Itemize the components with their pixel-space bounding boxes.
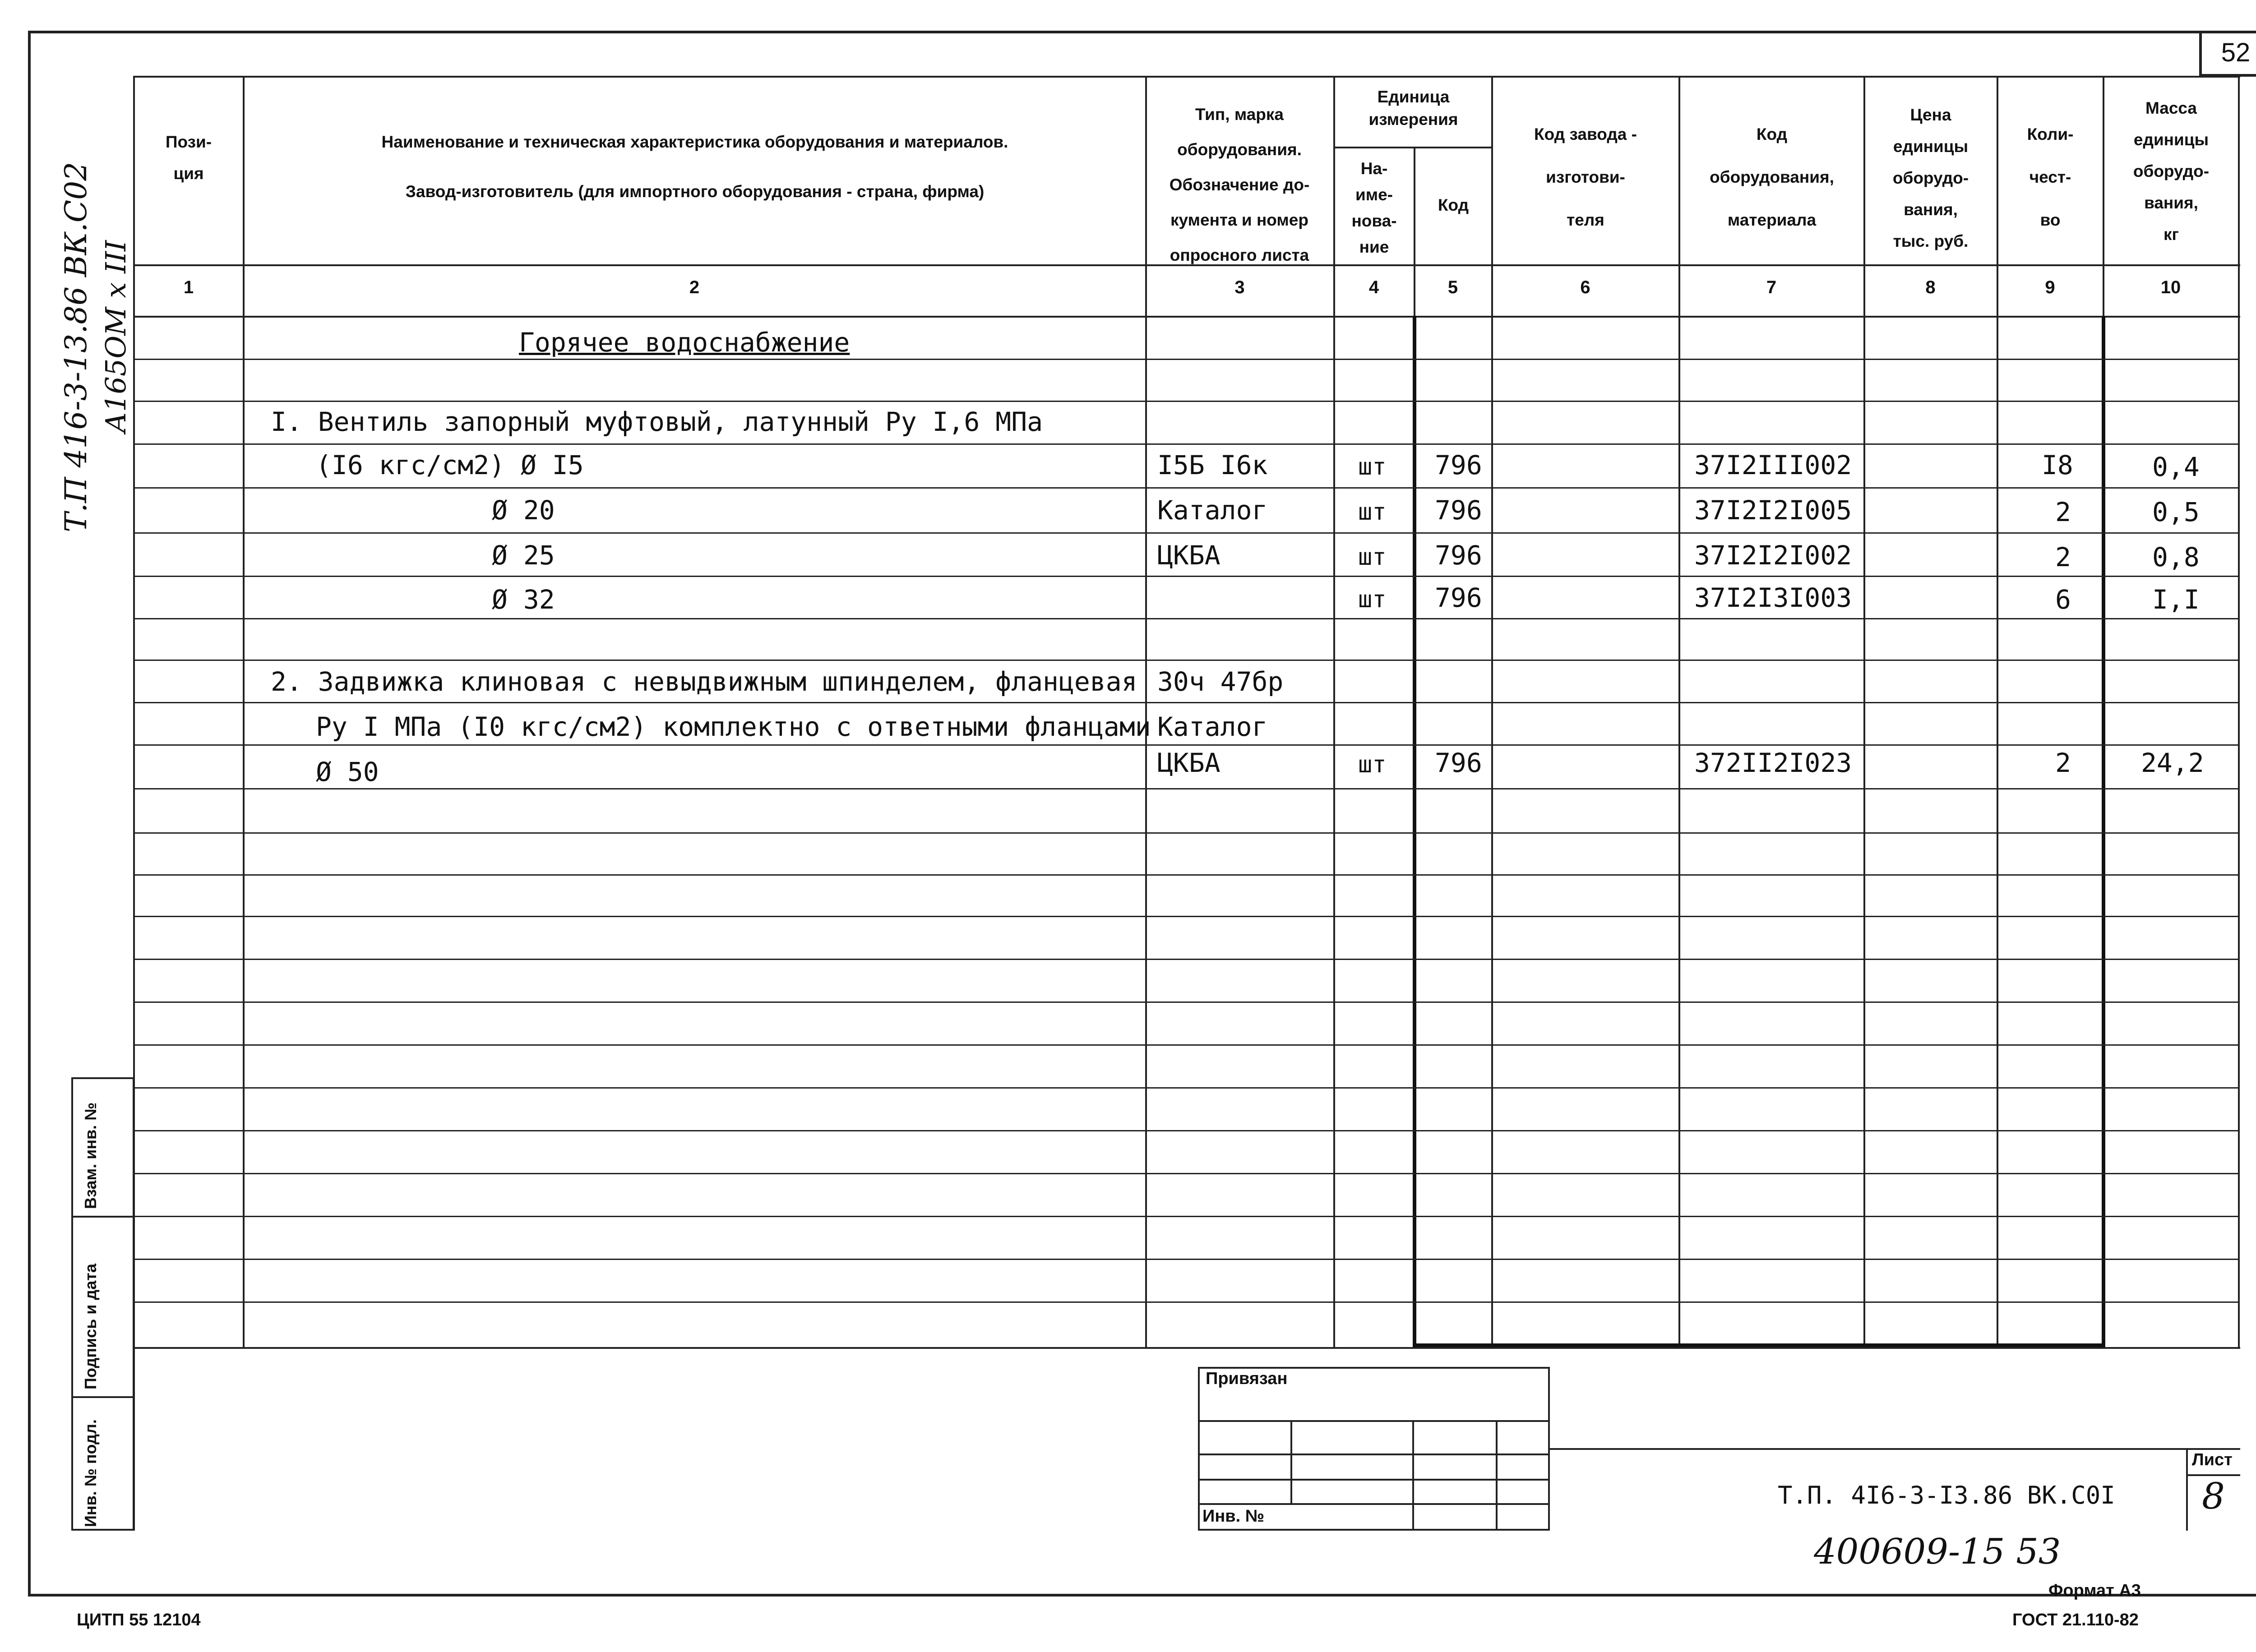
- row-line: [134, 744, 2239, 746]
- left-margin-box: [71, 1077, 134, 1531]
- col-line-1: [243, 76, 245, 1347]
- row-8-mass: 24,2: [2141, 748, 2204, 778]
- row-line: [134, 874, 2239, 876]
- row-line: [134, 1130, 2239, 1131]
- colnum-8: 8: [1925, 277, 1936, 297]
- row-line: [134, 576, 2239, 577]
- colnum-7: 7: [1766, 277, 1777, 297]
- row-5-unit: шт: [1358, 586, 1387, 613]
- row-3-code: 796: [1435, 495, 1482, 526]
- colnum-1: 1: [183, 277, 194, 297]
- col-line-8: [1997, 76, 1998, 1347]
- side-stamp: Т.П 416-3-13.86 ВК.С02: [59, 162, 93, 532]
- row-8-code: 796: [1435, 748, 1482, 778]
- colnum-2: 2: [689, 277, 700, 297]
- row-line: [134, 487, 2239, 489]
- header-c4: На- име- нова- ние: [1351, 159, 1397, 256]
- row-4-name: Ø 25: [492, 540, 555, 571]
- header-c9: Коли- чест- во: [2027, 125, 2074, 229]
- colnum-3: 3: [1234, 277, 1245, 297]
- inv-podl-label: Инв. № подл.: [81, 1419, 100, 1527]
- handwritten-number: 400609-15 53: [1814, 1532, 2061, 1572]
- row-3-equip: 37I2I2I005: [1694, 495, 1852, 526]
- row-line: [134, 832, 2239, 834]
- row-line: [134, 788, 2239, 789]
- table-top-line: [133, 76, 2240, 78]
- row-line: [134, 1216, 2239, 1217]
- list-vline: [2186, 1448, 2188, 1531]
- row-2-type: I5Б I6к: [1157, 450, 1268, 480]
- row-6-name: 2. Задвижка клиновая с невыдвижным шпинделем, фланцевая: [271, 666, 1137, 697]
- row-line: [134, 1259, 2239, 1260]
- page-number: 52: [2199, 31, 2256, 77]
- thick-right: [2102, 316, 2105, 1346]
- row-line: [134, 660, 2239, 661]
- header-c5: Код: [1438, 196, 1469, 214]
- row-5-name: Ø 32: [492, 584, 555, 615]
- doc-code: Т.П. 4I6-3-I3.86 ВК.С0I: [1778, 1481, 2115, 1509]
- row-6-type: 30ч 47бр: [1157, 666, 1284, 697]
- row-4-code: 796: [1435, 540, 1482, 571]
- priv-vline-3: [1496, 1420, 1498, 1531]
- col-line-5: [1491, 76, 1493, 1347]
- colnum-6: 6: [1580, 277, 1590, 297]
- colnum-bottom-line: [133, 316, 2240, 318]
- row-2-qty: I8: [2042, 450, 2073, 480]
- list-number: 8: [2202, 1475, 2225, 1517]
- row-8-type: ЦКБА: [1157, 748, 1220, 778]
- unit-split-line: [1333, 147, 1491, 148]
- row-line: [134, 1301, 2239, 1303]
- format-label: Формат А3: [2048, 1581, 2141, 1600]
- row-2-mass: 0,4: [2152, 452, 2200, 482]
- stamp-top-line: [133, 1347, 2240, 1349]
- row-7-name: Ру I МПа (I0 кгс/см2) комплектно с ответными фланцами: [316, 711, 1151, 742]
- row-line: [134, 532, 2239, 534]
- row-line: [134, 916, 2239, 917]
- row-4-mass: 0,8: [2152, 542, 2200, 572]
- row-5-qty: 6: [2055, 584, 2071, 615]
- row-line: [134, 702, 2239, 703]
- inv-no-label: Инв. №: [1202, 1507, 1265, 1526]
- header-c6: Код завода - изготови- теля: [1534, 125, 1637, 229]
- row-3-unit: шт: [1358, 498, 1387, 526]
- row-2-code: 796: [1435, 450, 1482, 480]
- row-3-name: Ø 20: [492, 495, 555, 526]
- row-3-qty: 2: [2055, 497, 2071, 527]
- podpis-label: Подпись и дата: [81, 1264, 100, 1389]
- list-label: Лист: [2192, 1450, 2233, 1469]
- row-line: [134, 1087, 2239, 1089]
- row-8-qty: 2: [2055, 748, 2071, 778]
- left-margin-split-1: [71, 1216, 134, 1218]
- row-5-code: 796: [1435, 582, 1482, 613]
- col-line-7: [1863, 76, 1865, 1347]
- colnum-4: 4: [1368, 277, 1379, 297]
- colnum-9: 9: [2045, 277, 2055, 297]
- row-1-name: I. Вентиль запорный муфтовый, латунный Ру I,6 МПа: [271, 406, 1043, 437]
- row-7-type: Каталог: [1157, 711, 1268, 742]
- row-line: [134, 959, 2239, 960]
- row-line: [134, 618, 2239, 619]
- thick-bottom: [1413, 1343, 2105, 1347]
- header-c7: Код оборудования, материала: [1710, 125, 1834, 229]
- row-line: [134, 1044, 2239, 1046]
- row-2-equip: 37I2III002: [1694, 450, 1852, 480]
- col-line-6: [1678, 76, 1680, 1347]
- left-margin-split-2: [71, 1396, 134, 1398]
- header-c10: Масса единицы оборудо- вания, кг: [2133, 99, 2210, 244]
- row-line: [134, 1001, 2239, 1003]
- row-4-equip: 37I2I2I002: [1694, 540, 1852, 571]
- section-title: Горячее водоснабжение: [519, 327, 850, 358]
- row-2-unit: шт: [1358, 453, 1387, 480]
- row-8-name: Ø 50: [316, 757, 379, 787]
- header-unit: Единица измерения: [1368, 88, 1458, 129]
- row-line: [134, 1173, 2239, 1174]
- row-4-type: ЦКБА: [1157, 540, 1220, 571]
- row-3-mass: 0,5: [2152, 497, 2200, 527]
- header-c3: Тип, марка оборудования. Обозначение до- кумента и номер опросного листа: [1169, 105, 1310, 264]
- citp-label: ЦИТП 55 12104: [77, 1610, 201, 1629]
- doc-code-top-line: [1550, 1448, 2240, 1450]
- priv-vline-1: [1290, 1420, 1292, 1503]
- row-4-qty: 2: [2055, 542, 2071, 572]
- col-line-10: [2238, 76, 2240, 1347]
- header-c1: Пози- ция: [165, 133, 212, 183]
- row-line: [134, 359, 2239, 360]
- gost-label: ГОСТ 21.110-82: [2012, 1610, 2139, 1629]
- thick-left: [1413, 316, 1416, 1346]
- vzam-label: Взам. инв. №: [81, 1102, 100, 1209]
- row-3-type: Каталог: [1157, 495, 1268, 526]
- header-c8: Цена единицы оборудо- вания, тыс. руб.: [1892, 106, 1969, 250]
- colnum-5: 5: [1447, 277, 1458, 297]
- col-line-3: [1333, 76, 1335, 1347]
- row-5-mass: I,I: [2152, 584, 2200, 615]
- row-8-unit: шт: [1358, 751, 1387, 778]
- row-8-equip: 372II2I023: [1694, 748, 1852, 778]
- priv-vline-2: [1412, 1420, 1414, 1531]
- colnum-10: 10: [2160, 277, 2181, 297]
- row-4-unit: шт: [1358, 544, 1387, 571]
- row-5-equip: 37I2I3I003: [1694, 582, 1852, 613]
- row-2-name: (I6 кгс/см2) Ø I5: [316, 450, 584, 480]
- row-line: [134, 443, 2239, 445]
- privyazan-label: Привязан: [1206, 1369, 1288, 1388]
- row-line: [134, 401, 2239, 402]
- side-stamp-2: А165ОМ х III: [99, 240, 132, 433]
- header-c2: Наименование и техническая характеристика оборудования и материалов. Завод-изготовитель (для импортного оборудования - страна, фирма): [381, 133, 1008, 201]
